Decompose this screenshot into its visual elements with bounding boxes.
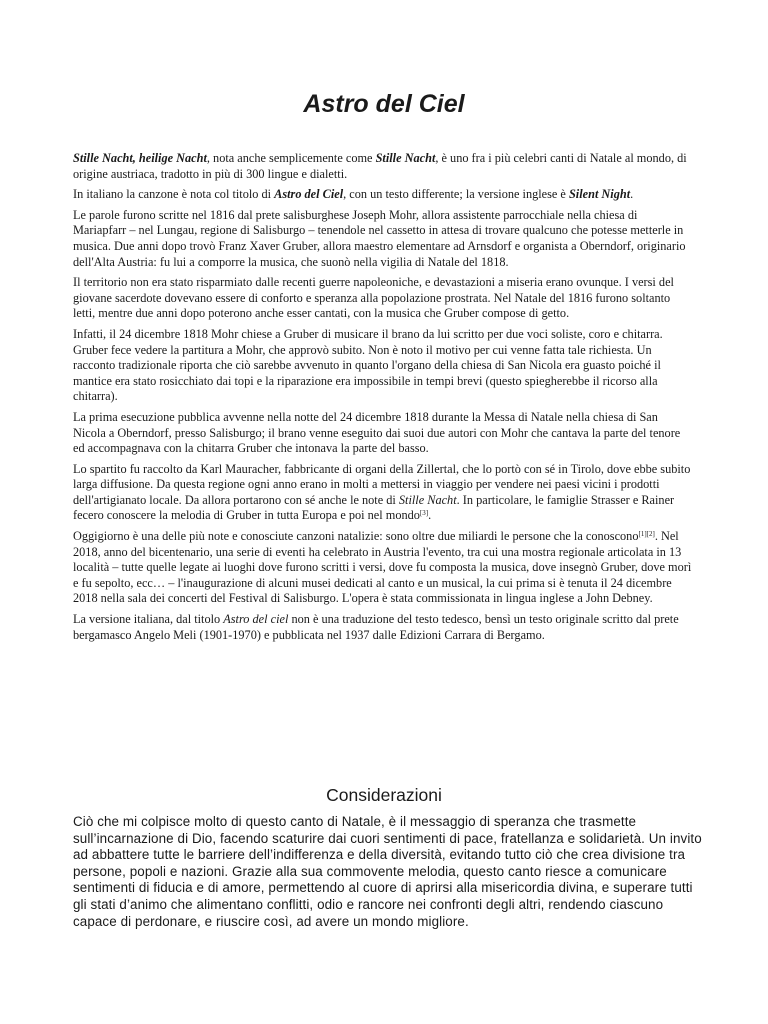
footnote-ref[interactable]: [3] xyxy=(419,509,429,518)
page-title: Astro del Ciel xyxy=(303,90,465,118)
paragraph-italian-title: In italiano la canzone è nota col titolo di Astro del Ciel, con un testo differente; la versione inglese è Silent Night. xyxy=(73,187,634,202)
section-title: Considerazioni xyxy=(326,785,442,805)
paragraph-first-performance: La prima esecuzione pubblica avvenne nella notte del 24 dicembre 1818 durante la Messa di Natale nella chiesa di San Nicola a Oberndorf, presso Salisburgo; il brano venne eseguito dai suoi due autori con Mohr che cantava la parte del tenore ed accompagnava con la chitarra Gruber che intonava la parte del basso. xyxy=(73,409,681,456)
paragraph-diffusion: Lo spartito fu raccolto da Karl Mauracher, fabbricante di organi della Zillertal, che lo portò con sé in Tirolo, dove ebbe subito larga diffusione. Da questa regione ogni anno erano in molti a mettersi in viaggio per vendere nei paesi vicini i prodotti dell'artigianato locale. Da allora portarono con sé anche le note di Stille Nacht. In particolare, le famiglie Strasser e Rainer fecero conoscere la melodia di Gruber in tutta Europa e poi nel mondo[3]. xyxy=(73,461,691,523)
song-title-short: Stille Nacht xyxy=(375,151,436,165)
song-title-italian: Astro del Ciel xyxy=(274,187,344,202)
paragraph-context: Il territorio non era stato risparmiato dalle recenti guerre napoleoniche, e devastazioni a miseria erano ovunque. I versi del giovane sacerdote dovevano essere di conforto e speranza alla popolazione prostrata. Nel Natale del 1816 furono soltanto letti, mentre due anni dopo poterono anche esser cantati, con la musica che Gruber compose di getto. xyxy=(73,275,674,321)
paragraph-request: Infatti, il 24 dicembre 1818 Mohr chiese a Gruber di musicare il brano da lui scritto per due voci soliste, coro e chitarra. Gruber fece vedere la partitura a Mohr, che approvò subito. Non è noto il motivo per cui venne fatta tale richiesta. Un racconto tradizionale riporta che ciò sarebbe avvenuto in quanto l'organo della chiesa di San Nicola era guasto poiché il mantice era stato rosicchiato dai topi e la riparazione era impossibile in tempi brevi (questo spiegherebbe il ricorso alla chitarra). xyxy=(73,326,663,404)
song-title-german: Stille Nacht, heilige Nacht xyxy=(73,151,207,165)
song-title-english: Silent Night xyxy=(568,187,631,202)
section-text: Ciò che mi colpisce molto di questo canto di Natale, è il messaggio di speranza che trasmette sull’incarnazione di Dio, facendo scaturire dai cuori sentimenti di pace, fratellanza e solidarietà. Un invito ad abbattere tutte le barriere dell’indifferenza e della diversità, evitando tutto ciò che crea divisione tra persone, popoli e nazioni. Grazie alla sua commovente melodia, questo canto riesce a comunicare sentimenti di fiducia e di amore, permettendo al cuore di aprirsi alla misericordia divina, e superare tutti gli stati d’animo che alimentano conflitti, odio e rancore nei confronti degli altri, rendendo ciascuno capace di perdonare, e riuscire così, ad avere un mondo migliore. xyxy=(73,814,702,929)
paragraph-intro: Stille Nacht, heilige Nacht, nota anche semplicemente come Stille Nacht, è uno fra i più celebri canti di Natale al mondo, di origine austriaca, tradotto in più di 300 lingue e dialetti. xyxy=(73,151,687,181)
footnote-ref[interactable]: [1][2] xyxy=(638,530,655,539)
article-body xyxy=(73,151,693,648)
paragraph-italian-version: La versione italiana, dal titolo Astro del ciel non è una traduzione del testo tedesco, bensì un testo originale scritto dal prete bergamasco Angelo Meli (1901-1970) e pubblicata nel 1937 dalle Edizioni Carrara di Bergamo. xyxy=(73,612,679,642)
paragraph-today: Oggigiorno è una delle più note e conosciute canzoni natalizie: sono oltre due miliardi le persone che la conoscono[1][2]. Nel 2018, anno del bicentenario, una serie di eventi ha celebrato in Austria l'evento, tra cui una mostra regionale articolata in 13 località – tutte quelle legate ai luoghi dove furono scritti i versi, dove fu composta la musica, dove insegnò Gruber, dove morì e fu sepolto, ecc… – l'inaugurazione di alcuni musei dedicati al canto e un musical, la cui prima si è tenuta il 24 dicembre 2018 nella sala dei concerti del Festival di Salisburgo. L'opera è stata commissionata in lingua inglese a John Debney. xyxy=(73,529,692,606)
paragraph-origin: Le parole furono scritte nel 1816 dal prete salisburghese Joseph Mohr, allora assistente parrocchiale nella chiesa di Mariapfarr – nel Lungau, regione di Salisburgo – tenendole nel cassetto in attesa di trovare qualcuno che potesse metterle in musica. Due anni dopo trovò Franz Xaver Gruber, allora maestro elementare ad Arnsdorf e organista a Oberndorf, originario dell'Alta Austria: fu lui a comporre la musica, che suonò nella vigilia di Natale del 1818. xyxy=(73,207,686,269)
